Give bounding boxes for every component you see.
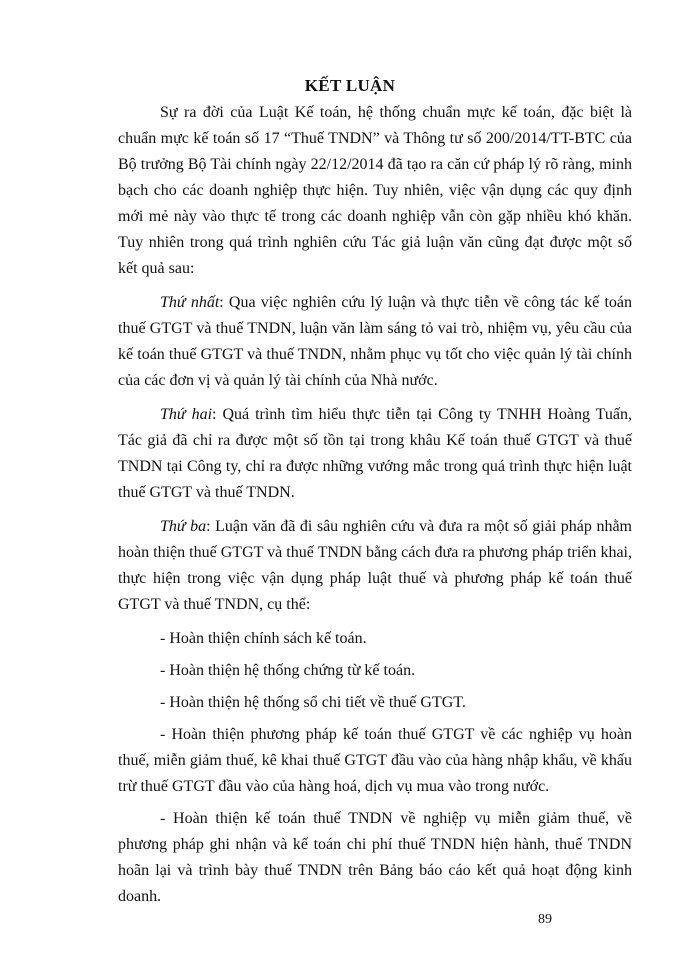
bullet-item: - Hoàn thiện chính sách kế toán. (160, 630, 367, 647)
second-point-paragraph (118, 402, 632, 506)
first-point-paragraph (118, 290, 632, 394)
third-point-text: : Luận văn đã đi sâu nghiên cứu và đưa ra một số giải pháp nhằm hoàn thiện thuế GTGT và thuế TNDN bằng cách đưa ra phương pháp triển khai, thực hiện trong việc vận dụng pháp luật thuế và phương pháp kế toán thuế GTGT và thuế TNDN, cụ thể: (118, 518, 632, 613)
first-point-lead: Thứ nhất (160, 294, 220, 311)
intro-paragraph: Sự ra đời của Luật Kế toán, hệ thống chuẩn mực kế toán, đặc biệt là chuẩn mực kế toán số 17 “Thuế TNDN” và Thông tư số 200/2014/TT-BTC của Bộ trưởng Bộ Tài chính ngày 22/12/2014 đã tạo ra căn cứ pháp lý rõ ràng, minh bạch cho các doanh nghiệp thực hiện. Tuy nhiên, việc vận dụng các quy định mới mẻ này vào thực tế trong các doanh nghiệp vẫn còn gặp nhiều khó khăn. Tuy nhiên trong quá trình nghiên cứu Tác giả luận văn cũng đạt được một số kết quả sau: (118, 104, 632, 277)
second-point-text: : Quá trình tìm hiểu thực tiễn tại Công ty TNHH Hoàng Tuấn, Tác giả đã chỉ ra được một số tồn tại trong khâu Kế toán thuế GTGT và thuế TNDN tại Công ty, chỉ ra được những vướng mắc trong quá trình thực hiện luật thuế GTGT và thuế TNDN. (118, 406, 632, 501)
bullet-item: - Hoàn thiện kế toán thuế TNDN về nghiệp vụ miễn giảm thuế, về phương pháp ghi nhận và kế toán chi phí thuế TNDN hiện hành, thuế TNDN hoãn lại và trình bày thuế TNDN trên Bảng báo cáo kết quả hoạt động kinh doanh. (118, 810, 632, 905)
bullet-item: - Hoàn thiện hệ thống chứng từ kế toán. (160, 662, 416, 679)
page-title: KẾT LUẬN (304, 76, 396, 95)
second-point-lead: Thứ hai (160, 406, 213, 423)
body-text (118, 100, 632, 916)
bullet-item: - Hoàn thiện hệ thống sổ chi tiết về thuế GTGT. (160, 694, 466, 711)
third-point-lead: Thứ ba (160, 518, 207, 535)
bullet-item: - Hoàn thiện phương pháp kế toán thuế GTGT về các nghiệp vụ hoàn thuế, miễn giảm thuế, kê khai thuế GTGT đầu vào của hàng nhập khẩu, về khấu trừ thuế GTGT đầu vào của hàng hoá, dịch vụ mua vào trong nước. (118, 726, 632, 795)
first-point-text: : Qua việc nghiên cứu lý luận và thực tiễn về công tác kế toán thuế GTGT và thuế TNDN, luận văn làm sáng tỏ vai trò, nhiệm vụ, yêu cầu của kế toán thuế GTGT và thuế TNDN, nhằm phục vụ tốt cho việc quản lý tài chính của các đơn vị và quản lý tài chính của Nhà nước. (118, 294, 632, 389)
page-number: 89 (538, 912, 552, 927)
third-point-paragraph (118, 514, 632, 618)
